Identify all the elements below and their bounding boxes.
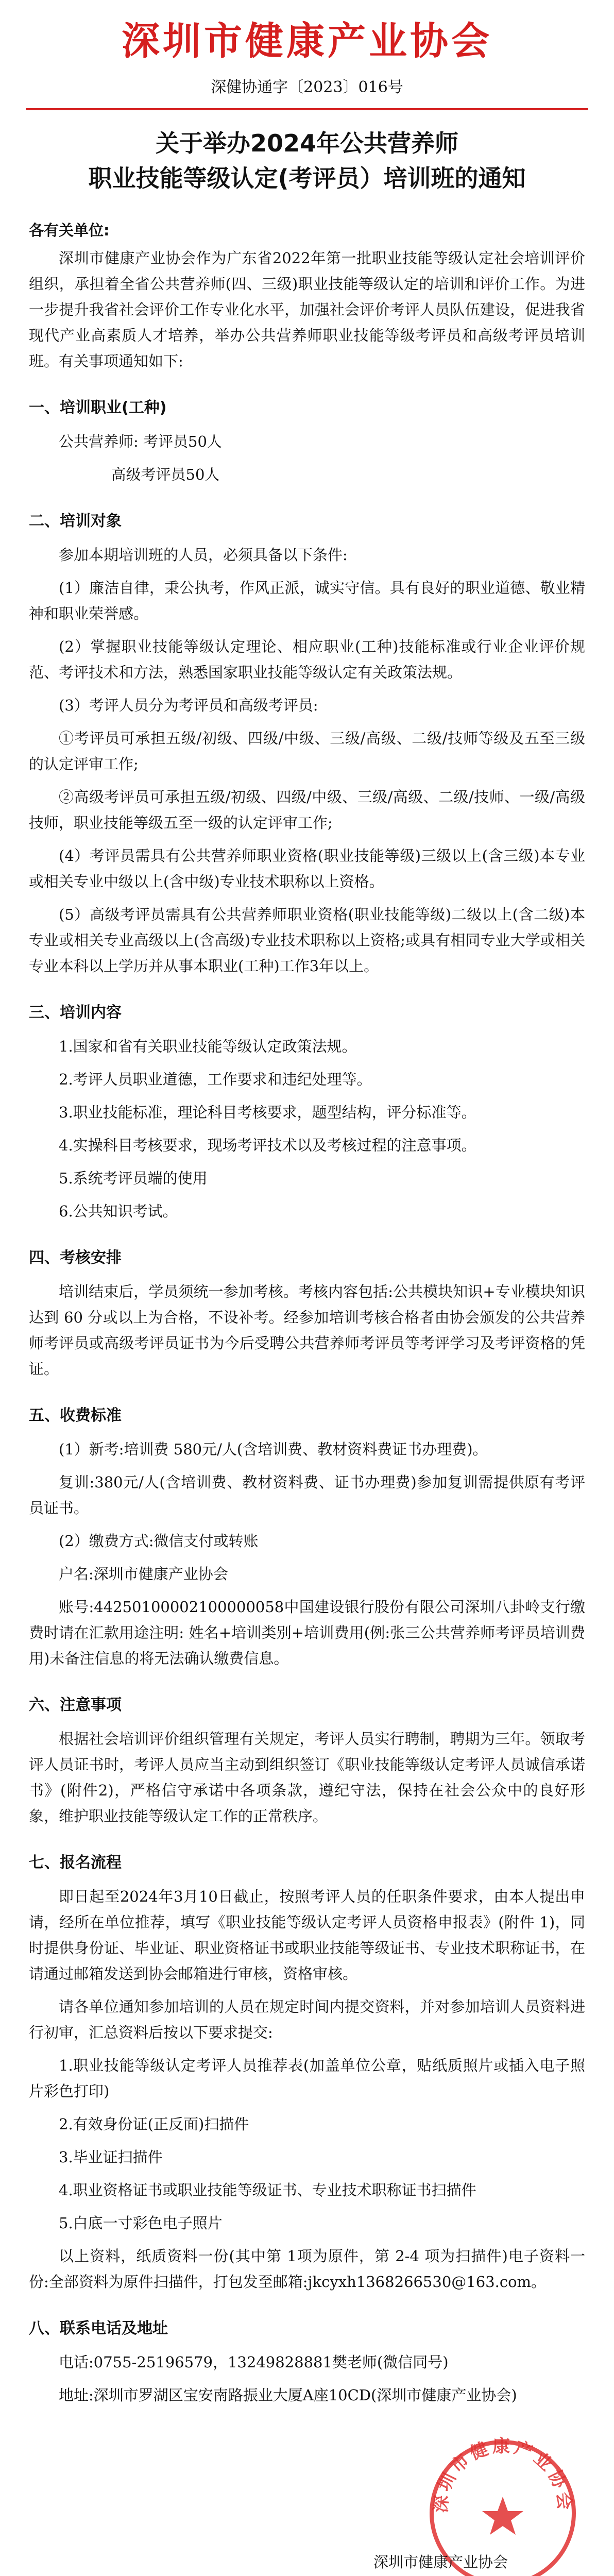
header-red-rule xyxy=(26,108,588,110)
section-paragraph: (1）廉洁自律，秉公执考，作风正派，诚实守信。具有良好的职业道德、敬业精神和职业荣誉感。 xyxy=(29,579,585,622)
document-number: 深健协通字〔2023〕016号 xyxy=(211,78,403,96)
signer-org: 深圳市健康产业协会 xyxy=(373,2553,508,2571)
section-paragraph: 2.考评人员职业道德，工作要求和违纪处理等。 xyxy=(59,1071,372,1088)
section-paragraph: 复训:380元/人(含培训费、教材资料费、证书办理费)参加复训需提供原有考评员证书。 xyxy=(29,1473,585,1517)
salutation: 各有关单位: xyxy=(29,222,110,239)
section-paragraph: (2）掌握职业技能等级认定理论、相应职业(工种)技能标准或行业企业评价规范、考评技术和方法，熟悉国家职业技能等级认定有关政策法规。 xyxy=(29,638,585,681)
section-paragraph: 公共营养师: 考评员50人 xyxy=(59,433,222,450)
section-paragraph: 以上资料，纸质资料一份(其中第 1项为原件，第 2-4 项为扫描件)电子资料一份:全部资料为原件扫描件，打包发至邮箱:jkcyxh1368266530@163.com。 xyxy=(29,2247,585,2291)
intro-paragraph: 深圳市健康产业协会作为广东省2022年第一批职业技能等级认定社会培训评价组织，承担着全省公共营养师(四、三级)职业技能等级认定的培训和评价工作。为进一步提升我省社会评价工作专业化水平，加强社会评价考评人员队伍建设，促进我省现代产业高素质人才培养，举办公共营养师职业技能等级考评员和高级考评员培训班。有关事项通知如下: xyxy=(29,249,585,370)
section-paragraph: (5）高级考评员需具有公共营养师职业资格(职业技能等级)二级以上(含二级)本专业或相关专业高级以上(含高级)专业技术职称以上资格;或具有相同专业大学或相关专业本科以上学历并从事本职业(工种)工作3年以上。 xyxy=(29,906,585,975)
section-paragraph: ①考评员可承担五级/初级、四级/中级、三级/高级、二级/技师等级及五至三级的认定评审工作; xyxy=(29,730,585,773)
section-heading: 一、培训职业(工种) xyxy=(29,399,167,417)
section-paragraph: 6.公共知识考试。 xyxy=(59,1202,178,1220)
section-paragraph: 电话:0755-25196579，13249828881樊老师(微信同号) xyxy=(59,2353,449,2371)
section-paragraph: 参加本期培训班的人员，必须具备以下条件: xyxy=(59,546,348,564)
section-paragraph: 1.国家和省有关职业技能等级认定政策法规。 xyxy=(59,1038,357,1055)
section-paragraph: 4.职业资格证书或职业技能等级证书、专业技术职称证书扫描件 xyxy=(59,2181,476,2199)
section-heading: 四、考核安排 xyxy=(29,1249,122,1267)
section-paragraph: (4）考评员需具有公共营养师职业资格(职业技能等级)三级以上(含三级)本专业或相关专业中级以上(含中级)专业技术职称以上资格。 xyxy=(29,847,585,890)
section-heading: 二、培训对象 xyxy=(29,512,122,530)
section-paragraph: (1）新考:培训费 580元/人(含培训费、教材资料费证书办理费)。 xyxy=(59,1440,488,1458)
section-paragraph: 根据社会培训评价组织管理有关规定，考评人员实行聘制，聘期为三年。领取考评人员证书时，考评人员应当主动到组织签订《职业技能等级认定考评人员诚信承诺书》(附件2)，严格信守承诺中各项条款，遵纪守法，保持在社会公众中的良好形象，维护职业技能等级认定工作的正常秩序。 xyxy=(29,1730,585,1825)
section-heading: 八、联系电话及地址 xyxy=(29,2319,168,2337)
notice-document xyxy=(0,15,614,2576)
section-paragraph: 高级考评员50人 xyxy=(111,466,220,483)
section-paragraph: 1.职业技能等级认定考评人员推荐表(加盖单位公章，贴纸质照片或插入电子照片彩色打印) xyxy=(29,2057,585,2100)
section-heading: 六、注意事项 xyxy=(29,1696,122,1714)
org-name-header: 深圳市健康产业协会 xyxy=(122,19,492,63)
notice-title-line2: 职业技能等级认定(考评员）培训班的通知 xyxy=(88,164,526,192)
section-heading: 五、收费标准 xyxy=(29,1406,122,1425)
notice-title-line1: 关于举办2024年公共营养师 xyxy=(155,129,459,157)
section-paragraph: 3.职业技能标准，理论科目考核要求，题型结构，评分标准等。 xyxy=(59,1104,476,1121)
section-paragraph: 3.毕业证扫描件 xyxy=(59,2148,163,2166)
section-paragraph: 2.有效身份证(正反面)扫描件 xyxy=(59,2115,249,2133)
section-paragraph: 5.系统考评员端的使用 xyxy=(59,1170,208,1187)
section-paragraph: (2）缴费方式:微信支付或转账 xyxy=(59,1532,259,1550)
seal-text: 深圳市健康产业协会 xyxy=(430,2436,575,2514)
section-paragraph: 5.白底一寸彩色电子照片 xyxy=(59,2214,223,2232)
section-paragraph: 4.实操科目考核要求，现场考评技术以及考核过程的注意事项。 xyxy=(59,1137,476,1154)
section-paragraph: 培训结束后，学员须统一参加考核。考核内容包括:公共模块知识+专业模块知识达到 60 分或以上为合格，不设补考。经参加培训考核合格者由协会颁发的公共营养师考评员或高级考评员证书为今后受聘公共营养师考评员等考评学习及考评资格的凭证。 xyxy=(29,1283,585,1378)
section-heading: 七、报名流程 xyxy=(29,1854,122,1872)
section-paragraph: 请各单位通知参加培训的人员在规定时间内提交资料，并对参加培训人员资料进行初审，汇总资料后按以下要求提交: xyxy=(29,1998,585,2041)
sections-container xyxy=(29,395,585,2408)
signature-area xyxy=(29,2415,585,2576)
section-paragraph: ②高级考评员可承担五级/初级、四级/中级、三级/高级、二级/技师、一级/高级技师，职业技能等级五至一级的认定评审工作; xyxy=(29,788,585,832)
notice-body xyxy=(0,217,614,2576)
section-paragraph: 账号:44250100002100000058中国建设银行股份有限公司深圳八卦岭支行缴费时请在汇款用途注明: 姓名+培训类别+培训费用(例:张三公共营养师考评员培训费用)未备注信息的将无法确认缴费信息。 xyxy=(29,1598,585,1667)
section-paragraph: (3）考评人员分为考评员和高级考评员: xyxy=(59,697,318,714)
section-paragraph: 地址:深圳市罗湖区宝安南路振业大厦A座10CD(深圳市健康产业协会) xyxy=(59,2386,517,2404)
notice-title xyxy=(0,126,614,196)
section-paragraph: 即日起至2024年3月10日截止，按照考评人员的任职条件要求，由本人提出申请，经所在单位推荐，填写《职业技能等级认定考评人员资格申报表》(附件 1)，同时提供身份证、毕业证、职业资格证书或职业技能等级证书、专业技术职称证书，在请通过邮箱发送到协会邮箱进行审核，资格审核。 xyxy=(29,1888,585,1982)
section-paragraph: 户名:深圳市健康产业协会 xyxy=(59,1565,228,1583)
section-heading: 三、培训内容 xyxy=(29,1004,122,1022)
